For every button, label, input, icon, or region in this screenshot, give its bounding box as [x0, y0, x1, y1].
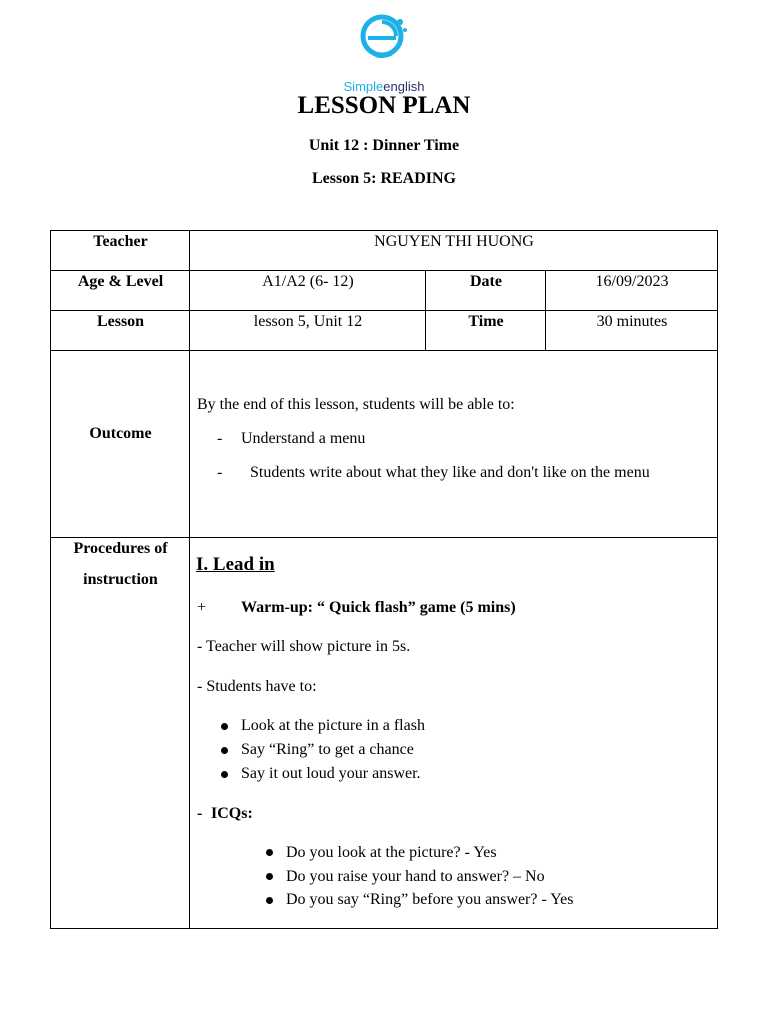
- page-title: LESSON PLAN: [297, 92, 471, 119]
- bullet-dot: [266, 897, 273, 904]
- procedures-label-line-2: instruction: [83, 571, 158, 588]
- date-label: Date: [470, 273, 502, 290]
- teacher-label: Teacher: [93, 233, 148, 250]
- age-level-label: Age & Level: [77, 273, 164, 290]
- outcome-label: Outcome: [89, 425, 152, 442]
- section-title-lead-in: I. Lead in: [196, 554, 275, 575]
- icq-item: Do you look at the picture? - Yes: [286, 844, 497, 861]
- unit-title: Unit 12 : Dinner Time: [308, 137, 460, 154]
- bullet-dot: [266, 873, 273, 880]
- lesson-subtitle: Lesson 5: READING: [311, 170, 456, 187]
- warmup-title: Warm-up: “ Quick flash” game (5 mins): [241, 599, 516, 616]
- time-value: 30 minutes: [596, 313, 668, 330]
- student-step: Say it out loud your answer.: [241, 765, 421, 782]
- student-step: Look at the picture in a flash: [241, 717, 425, 734]
- logo-word-simple: Simple: [343, 79, 384, 94]
- logo-word-english: english: [383, 79, 425, 94]
- outcome-item: Students write about what they like and don't like on the menu: [250, 464, 650, 481]
- date-value: 16/09/2023: [595, 273, 669, 290]
- student-step: Say “Ring” to get a chance: [241, 741, 414, 758]
- icq-item: Do you say “Ring” before you answer? - Yes: [286, 891, 574, 908]
- outcome-dash-1: -: [217, 430, 223, 447]
- bullet-dot: [221, 771, 228, 778]
- lesson-label: Lesson: [96, 313, 145, 330]
- age-level-value: A1/A2 (6- 12): [262, 273, 354, 290]
- warmup-marker: +: [197, 599, 207, 616]
- icqs-label: ICQs:: [211, 805, 253, 822]
- students-have-text: - Students have to:: [197, 678, 317, 695]
- bullet-dot: [266, 849, 273, 856]
- outcome-dash-2: -: [217, 464, 223, 481]
- teacher-value: NGUYEN THI HUONG: [374, 233, 534, 250]
- procedures-label-line-1: Procedures of: [73, 540, 168, 557]
- outcome-intro: By the end of this lesson, students will be able to:: [197, 396, 515, 413]
- teacher-show-text: - Teacher will show picture in 5s.: [197, 638, 411, 655]
- lesson-value: lesson 5, Unit 12: [253, 313, 363, 330]
- icqs-dash: -: [197, 805, 203, 822]
- bullet-dot: [221, 723, 228, 730]
- icq-item: Do you raise your hand to answer? – No: [286, 868, 545, 885]
- outcome-item: Understand a menu: [241, 430, 366, 447]
- bullet-dot: [221, 747, 228, 754]
- time-label: Time: [468, 313, 504, 330]
- simple-english-logo: [330, 14, 438, 94]
- letter-e-logo-icon: [358, 14, 410, 78]
